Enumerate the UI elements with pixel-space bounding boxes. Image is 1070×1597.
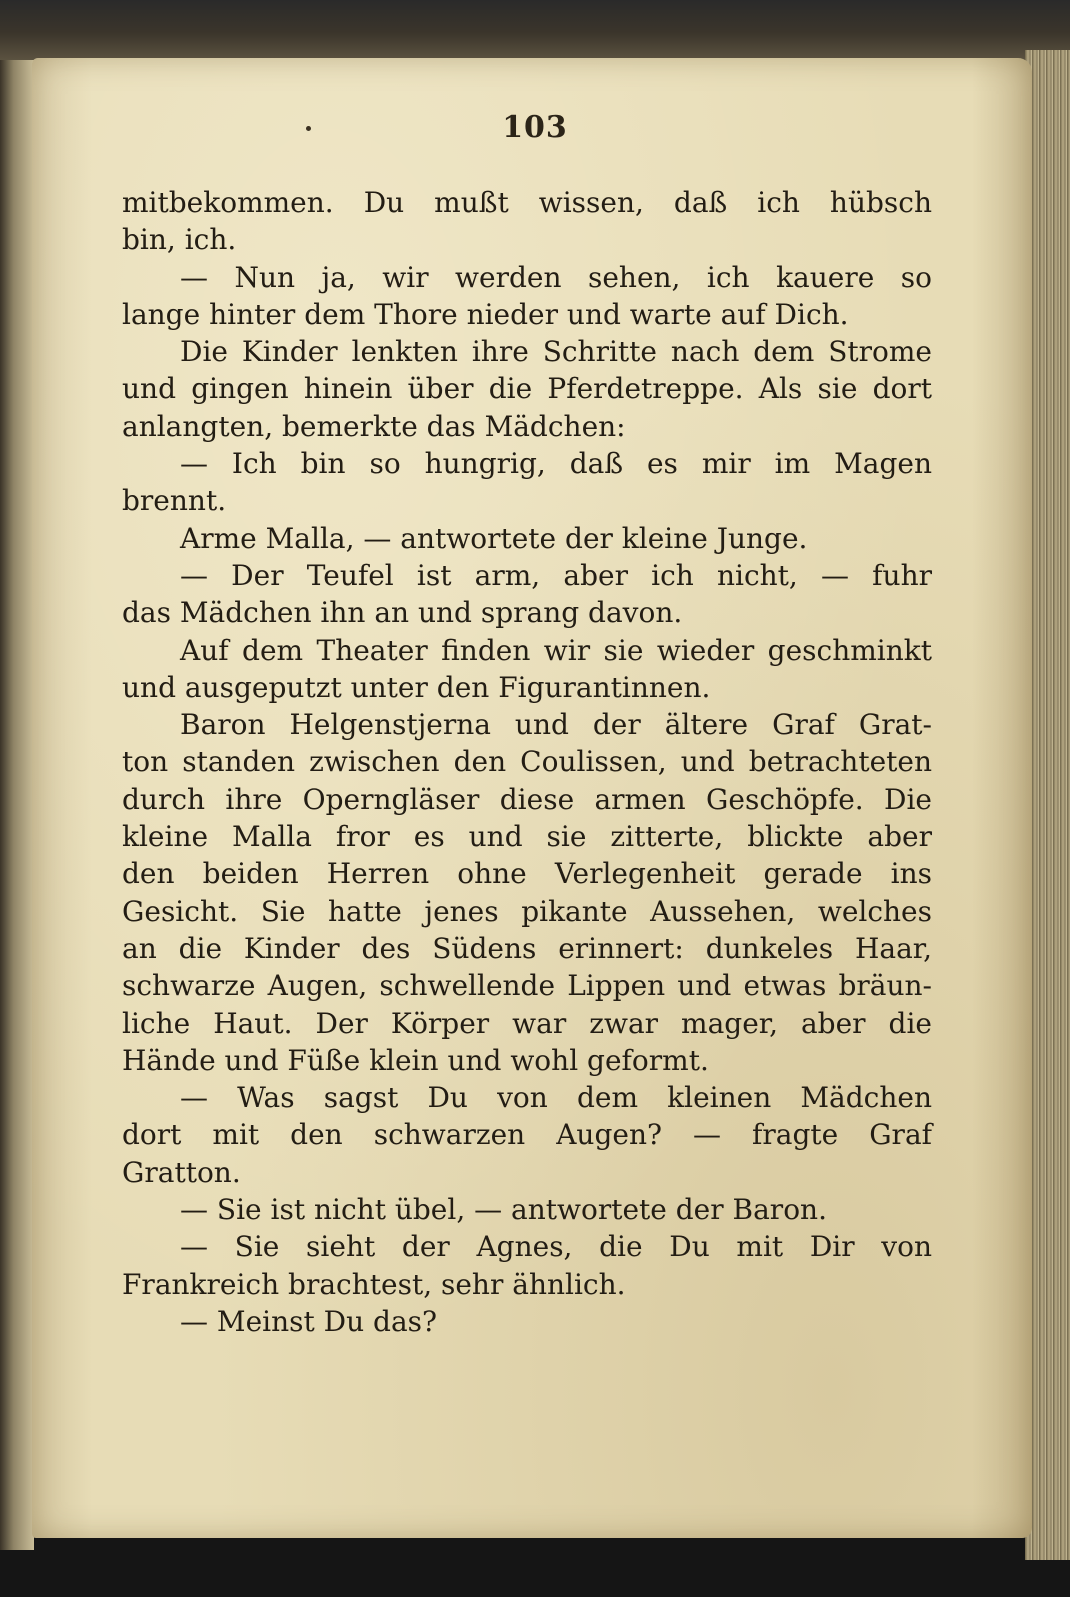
text-line: bin, ich.: [122, 223, 237, 257]
text-line: Baron Helgenstjerna und der ältere Graf Grat-: [180, 708, 932, 742]
text-line: — Nun ja, wir werden sehen, ich kauere so: [180, 260, 932, 294]
page-number: 103: [502, 110, 568, 145]
text-line: ton standen zwischen den Coulissen, und betrachteten: [122, 745, 932, 779]
text-line: — Der Teufel ist arm, aber ich nicht, — fuhr: [180, 558, 932, 592]
text-line: — Was sagst Du von dem kleinen Mädchen: [180, 1081, 932, 1115]
text-line: Gratton.: [122, 1155, 241, 1189]
text-line: — Meinst Du das?: [180, 1304, 438, 1338]
text-line: Hände und Füße klein und wohl geformt.: [122, 1043, 709, 1077]
text-line: anlangten, bemerkte das Mädchen:: [122, 409, 626, 443]
text-line: und gingen hinein über die Pferdetreppe. Als sie dort: [122, 372, 932, 406]
body-text: [122, 184, 932, 1340]
text-line: — Sie ist nicht übel, — antwortete der Baron.: [180, 1193, 827, 1227]
text-line: Die Kinder lenkten ihre Schritte nach dem Strome: [180, 335, 932, 369]
book-binding-top: [0, 0, 1070, 60]
text-line: liche Haut. Der Körper war zwar mager, aber die: [122, 1006, 932, 1040]
text-line: lange hinter dem Thore nieder und warte auf Dich.: [122, 297, 849, 331]
text-line: schwarze Augen, schwellende Lippen und etwas bräun-: [122, 969, 932, 1003]
text-line: kleine Malla fror es und sie zitterte, blickte aber: [122, 820, 932, 854]
text-line: Gesicht. Sie hatte jenes pikante Aussehen, welches: [122, 894, 932, 928]
text-line: Frankreich brachtest, sehr ähnlich.: [122, 1267, 626, 1301]
text-line: an die Kinder des Südens erinnert: dunkeles Haar,: [122, 931, 932, 965]
text-line: Auf dem Theater finden wir sie wieder geschminkt: [180, 633, 932, 667]
text-line: und ausgeputzt unter den Figurantinnen.: [122, 670, 711, 704]
text-line: — Ich bin so hungrig, daß es mir im Magen: [180, 447, 932, 481]
text-line: mitbekommen. Du mußt wissen, daß ich hübsch: [122, 186, 932, 219]
text-line: durch ihre Operngläser diese armen Geschöpfe. Die: [122, 782, 932, 816]
text-line: Arme Malla, — antwortete der kleine Junge.: [180, 521, 808, 555]
text-line: brennt.: [122, 484, 227, 518]
left-page-edge: [0, 60, 34, 1550]
text-line: — Sie sieht der Agnes, die Du mit Dir von: [180, 1230, 932, 1264]
text-line: den beiden Herren ohne Verlegenheit gerade ins: [122, 857, 932, 891]
text-line: dort mit den schwarzen Augen? — fragte Graf: [122, 1118, 932, 1152]
text-line: das Mädchen ihn an und sprang davon.: [122, 596, 683, 630]
